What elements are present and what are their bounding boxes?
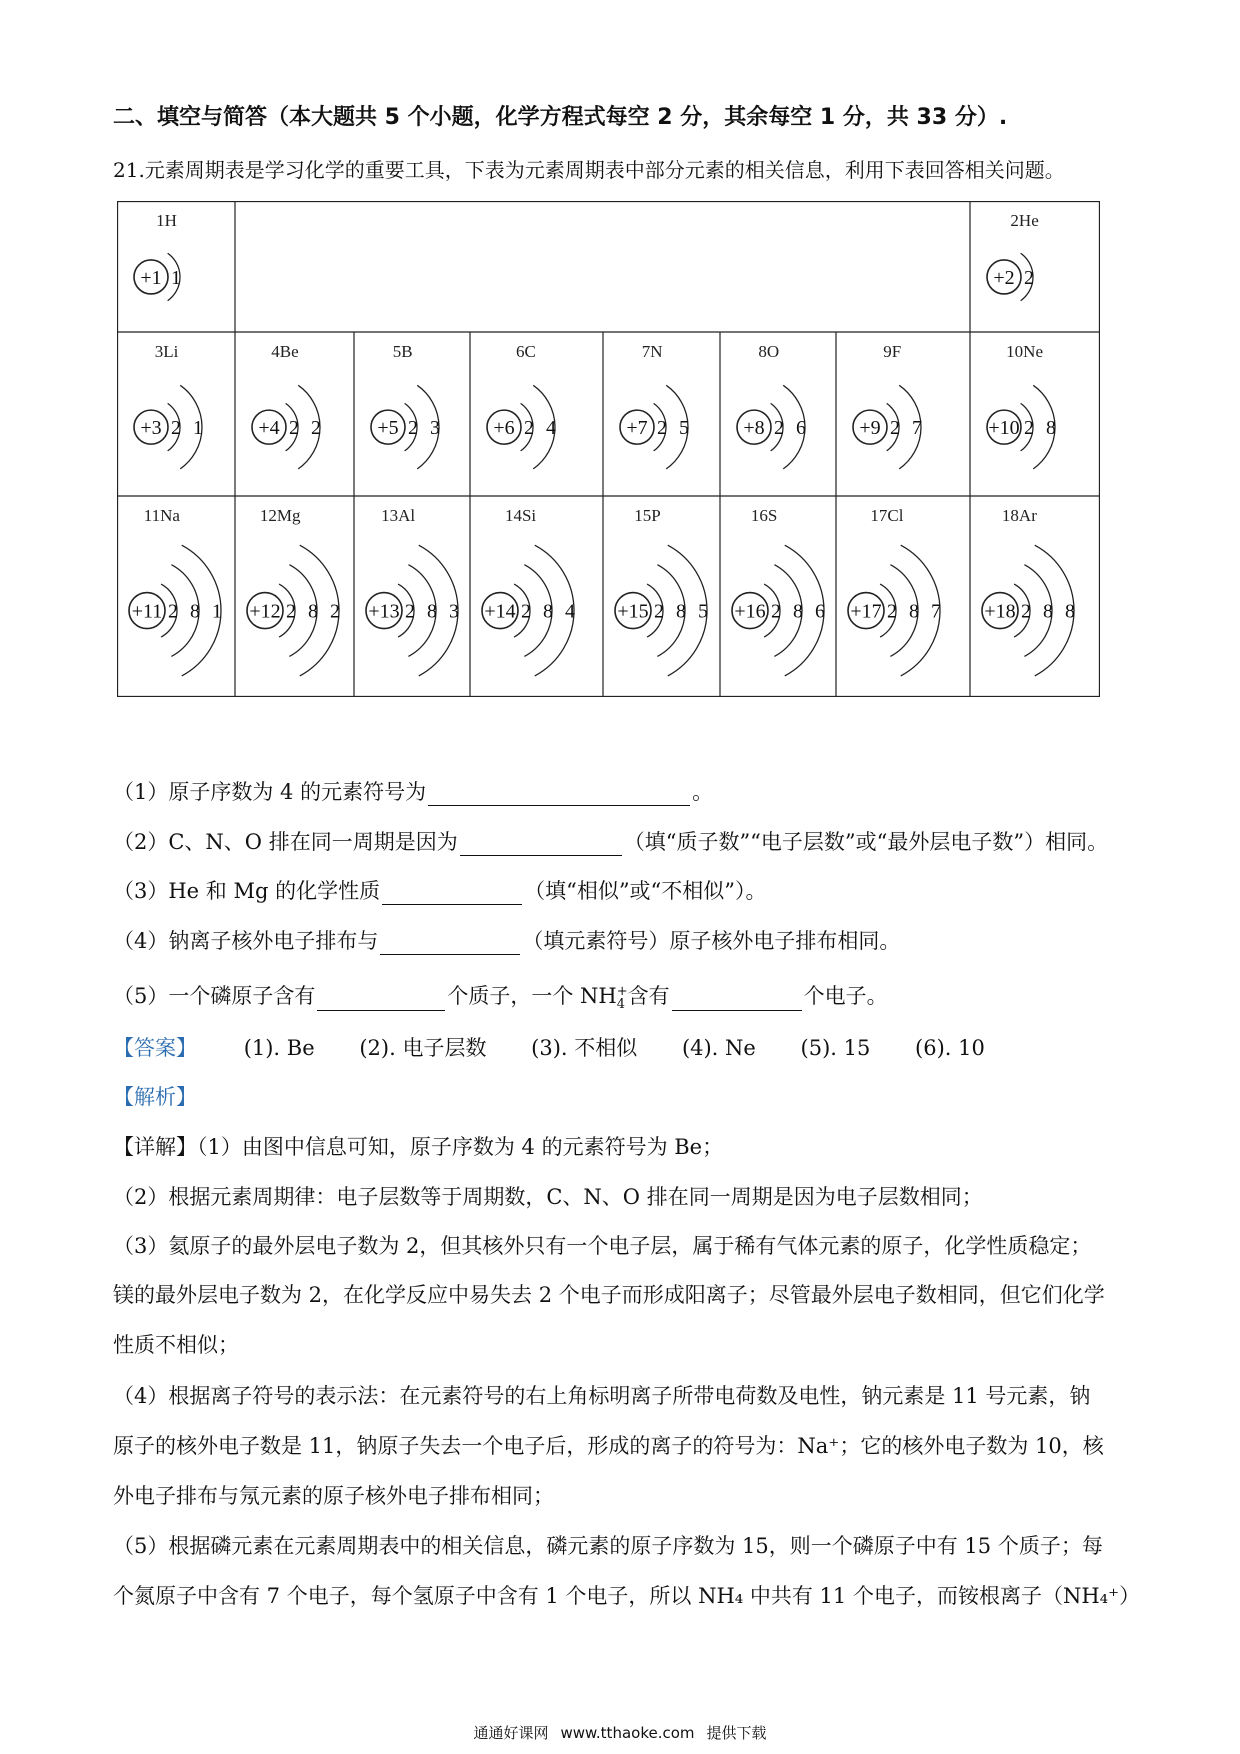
shell-electron-count: 8: [1043, 600, 1053, 623]
element-label: 15P: [634, 506, 661, 525]
atom-diagram: [247, 506, 340, 676]
q1-blank[interactable]: [428, 783, 690, 806]
element-label: 16S: [750, 506, 778, 525]
shell-electron-count: 4: [565, 600, 575, 623]
nucleus-charge: +7: [626, 417, 648, 440]
shell-electron-count: 2: [408, 417, 418, 440]
shell-electron-count: 4: [546, 417, 556, 440]
atom-diagram: [620, 342, 689, 469]
shell-electron-count: 8: [543, 600, 553, 623]
explanation-4-line-2: 原子的核外电子数是 11，钠原子失去一个电子后，形成的离子的符号为：Na⁺；它的核外电子数为 10，核: [113, 1434, 1104, 1458]
nh4-charge: [617, 985, 628, 1011]
element-label: 6C: [515, 342, 536, 361]
element-label: 2He: [1010, 211, 1039, 230]
atom-diagram: [252, 342, 321, 469]
shell-electron-count: 2: [289, 417, 299, 440]
q4-blank[interactable]: [380, 932, 520, 955]
explanation-3-line-1: （3）氦原子的最外层电子数为 2，但其核外只有一个电子层，属于稀有气体元素的原子，化学性质稳定；: [113, 1234, 1092, 1258]
answer-item: (6). 10: [915, 1036, 985, 1060]
atom-diagram: [615, 506, 708, 676]
nucleus-charge: +9: [859, 417, 881, 440]
element-label: 14Si: [504, 506, 537, 525]
explanation-5-line-2: 个氮原子中含有 7 个电子，每个氢原子中含有 1 个电子，所以 NH₄ 中共有 11 个电子，而铵根离子（NH₄⁺）: [113, 1584, 1141, 1608]
shell-electron-count: 6: [796, 417, 806, 440]
shell-electron-count: 2: [771, 600, 781, 623]
shell-electron-count: 2: [654, 600, 664, 623]
periodic-table: [117, 201, 1100, 697]
q5-mid: 个质子，一个 NH: [447, 984, 617, 1008]
footer-site-name: 通通好课网: [473, 1724, 549, 1742]
element-label: 9F: [883, 342, 902, 361]
q3-hint: （填“相似”或“不相似”）。: [524, 879, 767, 903]
shell-electron-count: 2: [1021, 600, 1031, 623]
answer-item: (5). 15: [800, 1036, 871, 1060]
atom-diagram: [982, 506, 1075, 676]
q5-text: （5）一个磷原子含有: [113, 984, 316, 1008]
question-1: [113, 776, 713, 806]
footer-url[interactable]: www.tthaoke.com: [560, 1724, 695, 1742]
q4-hint: （填元素符号）原子核外电子排布相同。: [522, 929, 901, 953]
shell-electron-count: 1: [171, 266, 181, 289]
shell-electron-count: 8: [793, 600, 803, 623]
atom-diagram: [737, 342, 806, 469]
atom-diagram: [732, 506, 825, 676]
shell-electron-count: 1: [212, 600, 222, 623]
section-title: 二、填空与简答（本大题共 5 个小题，化学方程式每空 2 分，其余每空 1 分，共 33 分）.: [113, 105, 1008, 130]
explanation-3-line-3: 性质不相似；: [113, 1333, 239, 1357]
footer-suffix: 提供下载: [706, 1724, 767, 1742]
shell-electron-count: 7: [931, 600, 941, 623]
q2-blank[interactable]: [460, 833, 622, 856]
question-intro: 21.元素周期表是学习化学的重要工具，下表为元素周期表中部分元素的相关信息，利用下表回答相关问题。: [113, 158, 1065, 182]
nh4-sup: +: [616, 983, 628, 999]
nucleus-charge: +3: [140, 417, 162, 440]
atom-diagram: [366, 506, 459, 676]
atom-diagram: [134, 211, 181, 301]
element-label: 1H: [156, 211, 177, 230]
nucleus-charge: +14: [484, 600, 516, 623]
answer-item: (1). Be: [243, 1036, 315, 1060]
atom-diagram: [371, 342, 440, 469]
element-label: 5B: [392, 342, 413, 361]
atom-diagram: [487, 342, 556, 469]
shell-electron-count: 2: [774, 417, 784, 440]
nucleus-charge: +16: [734, 600, 766, 623]
explanation-1: 【详解】（1）由图中信息可知，原子序数为 4 的元素符号为 Be；: [113, 1135, 724, 1159]
q2-text: （2）C、N、O 排在同一周期是因为: [113, 830, 458, 854]
shell-electron-count: 8: [676, 600, 686, 623]
nh4-sub: 4: [616, 996, 626, 1012]
q1-end: 。: [692, 780, 714, 804]
shell-electron-count: 8: [427, 600, 437, 623]
shell-electron-count: 8: [909, 600, 919, 623]
q5-blank-electrons[interactable]: [672, 988, 802, 1011]
element-label: 18Ar: [1001, 506, 1037, 525]
atom-diagram: [987, 342, 1056, 469]
shell-electron-count: 2: [286, 600, 296, 623]
shell-electron-count: 7: [912, 417, 922, 440]
nucleus-charge: +2: [993, 266, 1015, 289]
shell-electron-count: 8: [1065, 600, 1075, 623]
element-label: 12Mg: [259, 506, 301, 525]
nucleus-charge: +8: [743, 417, 765, 440]
q3-blank[interactable]: [382, 882, 522, 905]
element-label: 8O: [758, 342, 780, 361]
analysis-tag: 【解析】: [113, 1085, 197, 1109]
q5-has: 含有: [627, 984, 670, 1008]
shell-electron-count: 2: [524, 417, 534, 440]
periodic-table-figure: [117, 201, 1100, 697]
explanation-4-line-3: 外电子排布与氖元素的原子核外电子排布相同；: [113, 1484, 554, 1508]
shell-electron-count: 2: [168, 600, 178, 623]
atom-diagram: [987, 211, 1039, 301]
element-label: 17Cl: [870, 506, 904, 525]
shell-electron-count: 1: [193, 417, 203, 440]
q1-text: （1）原子序数为 4 的元素符号为: [113, 780, 427, 804]
nucleus-charge: +18: [984, 600, 1016, 623]
shell-electron-count: 2: [311, 417, 321, 440]
answer-tag: 【答案】: [113, 1036, 197, 1060]
answer-item: (4). Ne: [681, 1036, 756, 1060]
shell-electron-count: 2: [330, 600, 340, 623]
question-5: [113, 980, 888, 1011]
q2-hint: （填“质子数”“电子层数”或“最外层电子数”）相同。: [623, 830, 1109, 854]
shell-electron-count: 2: [171, 417, 181, 440]
nucleus-charge: +6: [493, 417, 515, 440]
shell-electron-count: 8: [308, 600, 318, 623]
explanation-5-line-1: （5）根据磷元素在元素周期表中的相关信息，磷元素的原子序数为 15，则一个磷原子中有 15 个质子；每: [113, 1534, 1103, 1558]
nucleus-charge: +5: [377, 417, 399, 440]
shell-electron-count: 2: [887, 600, 897, 623]
shell-electron-count: 3: [449, 600, 459, 623]
q4-text: （4）钠离子核外电子排布与: [113, 929, 379, 953]
atom-diagram: [848, 506, 941, 676]
answer-item: (3). 不相似: [531, 1036, 638, 1060]
q3-text: （3）He 和 Mg 的化学性质: [113, 879, 381, 903]
nucleus-charge: +17: [850, 600, 882, 623]
shell-electron-count: 2: [890, 417, 900, 440]
element-label: 3Li: [154, 342, 179, 361]
nucleus-charge: +10: [988, 417, 1020, 440]
shell-electron-count: 8: [1046, 417, 1056, 440]
nucleus-charge: +4: [258, 417, 280, 440]
nucleus-charge: +11: [131, 600, 163, 623]
element-label: 13Al: [381, 506, 416, 525]
shell-electron-count: 2: [1024, 417, 1034, 440]
element-label: 7N: [641, 342, 663, 361]
shell-electron-count: 3: [430, 417, 440, 440]
shell-electron-count: 2: [1024, 266, 1034, 289]
shell-electron-count: 2: [521, 600, 531, 623]
nucleus-charge: +13: [368, 600, 400, 623]
element-label: 4Be: [271, 342, 299, 361]
explanation-3-line-2: 镁的最外层电子数为 2，在化学反应中易失去 2 个电子而形成阳离子；尽管最外层电子数相同，但它们化学: [113, 1283, 1105, 1307]
question-3: [113, 875, 767, 905]
answer-item: (2). 电子层数: [359, 1036, 487, 1060]
nucleus-charge: +12: [249, 600, 281, 623]
page-footer: [0, 1722, 1240, 1743]
nucleus-charge: +1: [140, 266, 162, 289]
atom-diagram: [853, 342, 922, 469]
q5-blank-protons[interactable]: [317, 988, 445, 1011]
atom-diagram: [482, 506, 575, 676]
shell-electron-count: 2: [657, 417, 667, 440]
element-label: 11Na: [143, 506, 180, 525]
explanation-4-line-1: （4）根据离子符号的表示法：在元素符号的右上角标明离子所带电荷数及电性，钠元素是 11 号元素，钠: [113, 1384, 1091, 1408]
nucleus-charge: +15: [617, 600, 649, 623]
answer-line: [113, 1032, 1023, 1062]
q5-end: 个电子。: [803, 984, 888, 1008]
question-4: [113, 925, 900, 955]
explanation-2: （2）根据元素周期律：电子层数等于周期数，C、N、O 排在同一周期是因为电子层数相同；: [113, 1185, 983, 1209]
shell-electron-count: 6: [815, 600, 825, 623]
shell-electron-count: 2: [405, 600, 415, 623]
element-label: 10Ne: [1006, 342, 1044, 361]
question-2: [113, 826, 1108, 856]
shell-electron-count: 5: [679, 417, 689, 440]
atom-diagram: [129, 506, 222, 676]
atom-diagram: [134, 342, 203, 469]
shell-electron-count: 5: [698, 600, 708, 623]
shell-electron-count: 8: [190, 600, 200, 623]
